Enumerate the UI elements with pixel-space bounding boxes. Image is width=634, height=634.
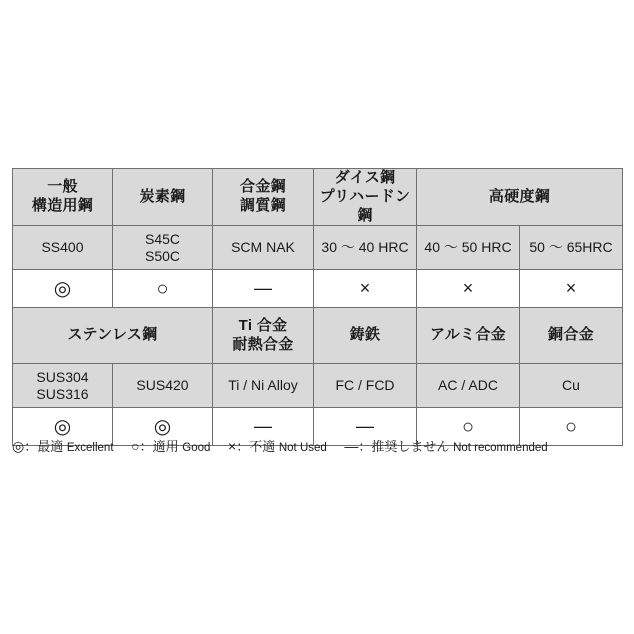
header-line: 耐熱合金 [232, 335, 294, 353]
legend-item-excellent [12, 437, 114, 456]
rating-row-steel [13, 270, 623, 308]
grade-line: SUS420 [136, 377, 189, 394]
grade-row-steel [13, 226, 623, 270]
header-row-nonferrous [13, 308, 623, 364]
header-cell-high-hardness-steel [417, 169, 623, 226]
grade-cell-ss400 [13, 226, 113, 270]
rating-cell-30-40hrc [314, 270, 417, 308]
header-cell-stainless-steel [13, 308, 213, 364]
header-cell-cast-iron [314, 308, 417, 364]
dash-icon: — [254, 278, 272, 299]
rating-cell-50-65hrc [520, 270, 623, 308]
grade-cell-scm-nak [213, 226, 314, 270]
grade-line: 50 〜 65HRC [529, 239, 613, 256]
grade-line: 30 〜 40 HRC [321, 239, 409, 256]
header-line: Ti 合金 [238, 317, 288, 334]
circle-icon: ○ [461, 415, 475, 438]
header-line: 調質鋼 [240, 197, 286, 215]
grade-line: S50C [144, 247, 181, 264]
double-circle-icon: ◎ [12, 438, 25, 454]
material-compatibility-table [12, 168, 622, 446]
matrix-table [12, 168, 623, 446]
header-line: 合金鋼 [240, 178, 286, 196]
grade-cell-50-65hrc [520, 226, 623, 270]
grade-line: Ti / Ni Alloy [228, 377, 298, 394]
grade-line: AC / ADC [438, 377, 498, 394]
dash-icon: — [254, 416, 272, 437]
grade-cell-ti-ni-alloy [213, 364, 314, 408]
legend-label-en: Not Used [278, 442, 327, 454]
cross-icon: × [462, 278, 474, 299]
header-cell-aluminum-alloy [417, 308, 520, 364]
cross-icon: × [359, 278, 371, 299]
grade-line: SUS304 [36, 368, 89, 385]
legend-label-ja: ：推奨しません [358, 439, 450, 454]
grade-line: 40 〜 50 HRC [424, 239, 512, 256]
legend-label-en: Excellent [66, 442, 114, 454]
grade-line: SS400 [41, 239, 84, 256]
grade-cell-sus304-sus316 [13, 364, 113, 408]
header-line: アルミ合金 [430, 326, 506, 344]
header-line: 銅合金 [548, 326, 594, 344]
header-line: 一般 [47, 178, 78, 196]
grade-cell-30-40hrc [314, 226, 417, 270]
grade-cell-s45c-s50c [113, 226, 213, 270]
header-line: 鋳鉄 [349, 326, 381, 344]
grade-line: S45C [144, 230, 181, 247]
header-cell-copper-alloy [520, 308, 623, 364]
header-line: ステンレス鋼 [67, 326, 158, 344]
grade-cell-40-50hrc [417, 226, 520, 270]
legend-item-not-recommended [344, 437, 547, 456]
grade-row-nonferrous [13, 364, 623, 408]
legend [12, 437, 622, 456]
legend-label-ja: ：不適 [236, 439, 276, 454]
header-line: 構造用鋼 [31, 197, 94, 215]
header-row-steel [13, 169, 623, 226]
grade-line: FC / FCD [335, 377, 395, 394]
legend-item-not-used [228, 437, 327, 456]
grade-line: Cu [562, 377, 580, 394]
circle-icon: ○ [131, 438, 140, 454]
double-circle-icon: ◎ [53, 415, 72, 438]
header-line: プリハードン鋼 [319, 187, 411, 224]
legend-label-ja: ：最適 [24, 439, 64, 454]
legend-label-en: Not recommended [453, 442, 548, 454]
dash-icon: — [356, 416, 374, 437]
cross-icon: × [565, 278, 577, 299]
rating-cell-ss400 [13, 270, 113, 308]
circle-icon: ○ [564, 415, 578, 438]
circle-icon: ○ [156, 277, 169, 300]
rating-cell-scm-nak [213, 270, 314, 308]
legend-label-ja: ：適用 [139, 439, 179, 454]
header-cell-ti-alloy [213, 308, 314, 364]
grade-cell-sus420 [113, 364, 213, 408]
cross-icon: × [228, 438, 237, 454]
header-cell-carbon-steel [113, 169, 213, 226]
header-line: ダイス鋼 [334, 169, 396, 186]
rating-cell-40-50hrc [417, 270, 520, 308]
grade-cell-fc-fcd [314, 364, 417, 408]
header-line: 炭素鋼 [139, 187, 186, 205]
grade-cell-ac-adc [417, 364, 520, 408]
header-cell-die-steel [314, 169, 417, 226]
double-circle-icon: ◎ [53, 277, 72, 300]
legend-item-good [131, 437, 210, 456]
header-cell-alloy-steel [213, 169, 314, 226]
header-line: 高硬度鋼 [488, 187, 551, 205]
rating-cell-s45c-s50c [113, 270, 213, 308]
grade-cell-cu [520, 364, 623, 408]
header-cell-general-structural [13, 169, 113, 226]
double-circle-icon: ◎ [153, 415, 172, 438]
dash-icon: — [344, 438, 359, 454]
grade-line: SUS316 [36, 385, 89, 402]
grade-line: SCM NAK [231, 239, 295, 256]
legend-label-en: Good [182, 442, 211, 454]
